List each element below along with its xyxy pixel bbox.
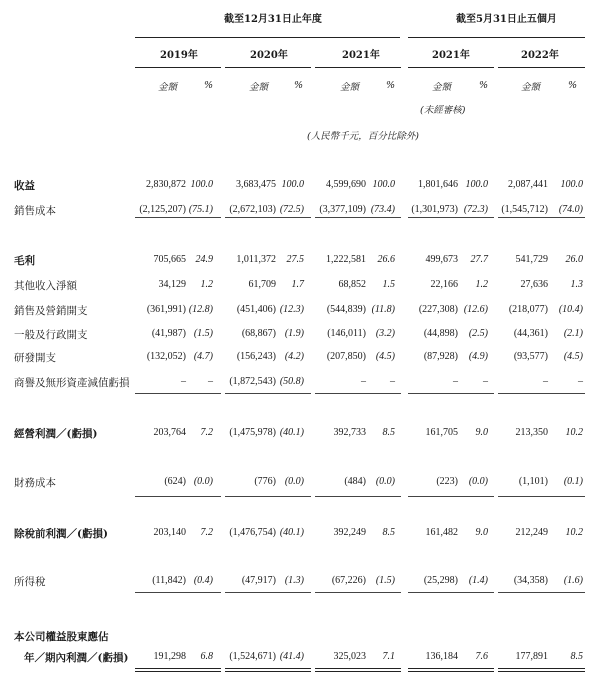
amount-cell-income-tax-0: (11,842) — [152, 575, 186, 586]
amount-cell-selling-expenses-1: (451,406) — [236, 304, 276, 315]
row-label-admin-expenses: 一般及行政開支 — [14, 329, 88, 341]
period-header-2020: 2020年 — [250, 50, 288, 61]
amount-cell-revenue-1: 3,683,475 — [236, 179, 276, 190]
amount-cell-gross-profit-1: 1,011,372 — [236, 254, 276, 265]
total-double-rule-4 — [498, 668, 585, 672]
subtotal-rule-impairment-loss-0 — [135, 393, 221, 394]
pct-cell-operating-profit-2: 8.5 — [382, 427, 395, 438]
pct-cell-profit-before-tax-3: 9.0 — [475, 527, 488, 538]
pct-cell-cost-of-sales-3: (72.3) — [463, 204, 488, 215]
amount-cell-gross-profit-2: 1,222,581 — [326, 254, 366, 265]
pct-cell-impairment-loss-0: – — [208, 376, 213, 387]
pct-cell-profit-attributable-2: 7.1 — [382, 651, 395, 662]
amount-cell-finance-costs-3: (223) — [436, 476, 458, 487]
pct-cell-cost-of-sales-4: (74.0) — [558, 204, 583, 215]
pct-cell-rd-expenses-1: (4.2) — [284, 351, 304, 362]
amount-cell-revenue-4: 2,087,441 — [508, 179, 548, 190]
period-rule-2021 — [315, 67, 401, 68]
amount-cell-operating-profit-1: (1,475,978) — [229, 427, 276, 438]
amount-cell-cost-of-sales-0: (2,125,207) — [139, 204, 186, 215]
amount-cell-income-tax-1: (47,917) — [241, 575, 276, 586]
pct-cell-other-income-4: 1.3 — [570, 279, 583, 290]
five-month-group-rule — [408, 37, 585, 38]
period-header-2021-five-months: 2021年 — [432, 50, 470, 61]
amount-cell-admin-expenses-1: (68,867) — [241, 328, 276, 339]
row-label-selling-expenses: 銷售及營銷開支 — [14, 305, 88, 317]
pct-cell-profit-before-tax-0: 7.2 — [200, 527, 213, 538]
amount-cell-operating-profit-3: 161,705 — [425, 427, 458, 438]
amount-cell-rd-expenses-0: (132,052) — [146, 351, 186, 362]
pct-cell-admin-expenses-2: (3.2) — [375, 328, 395, 339]
amount-cell-impairment-loss-4: – — [543, 376, 548, 387]
amount-cell-admin-expenses-3: (44,898) — [423, 328, 458, 339]
subtotal-rule-cost-of-sales-4 — [498, 217, 585, 218]
pct-cell-selling-expenses-4: (10.4) — [558, 304, 583, 315]
pct-cell-gross-profit-0: 24.9 — [195, 254, 213, 265]
row-label-operating-profit: 經營利潤／(虧損) — [14, 428, 98, 440]
amount-cell-finance-costs-0: (624) — [164, 476, 186, 487]
subtotal-rule-finance-costs-1 — [225, 496, 311, 497]
row-label-impairment-loss: 商譽及無形資產減值虧損 — [14, 377, 130, 389]
amount-cell-selling-expenses-3: (227,308) — [418, 304, 458, 315]
subtotal-rule-income-tax-4 — [498, 592, 585, 593]
amount-cell-selling-expenses-0: (361,991) — [146, 304, 186, 315]
pct-cell-profit-before-tax-1: (40.1) — [279, 527, 304, 538]
amount-cell-admin-expenses-2: (146,011) — [327, 328, 366, 339]
amount-cell-profit-attributable-1: (1,524,671) — [229, 651, 276, 662]
pct-cell-profit-attributable-4: 8.5 — [570, 651, 583, 662]
five-month-group-header: 截至5月31日止五個月 — [456, 14, 557, 25]
total-double-rule-1 — [225, 668, 311, 672]
amount-label-2022-five-months: 金額 — [521, 82, 541, 93]
period-rule-2022-five-months — [498, 67, 585, 68]
amount-cell-operating-profit-0: 203,764 — [153, 427, 186, 438]
pct-cell-finance-costs-0: (0.0) — [193, 476, 213, 487]
pct-cell-income-tax-2: (1.5) — [375, 575, 395, 586]
amount-cell-profit-attributable-2: 325,023 — [333, 651, 366, 662]
row-label-gross-profit: 毛利 — [14, 255, 35, 267]
subtotal-rule-income-tax-0 — [135, 592, 221, 593]
period-header-2019: 2019年 — [160, 50, 198, 61]
pct-cell-selling-expenses-2: (11.8) — [371, 304, 395, 315]
pct-cell-rd-expenses-3: (4.9) — [468, 351, 488, 362]
pct-cell-profit-before-tax-2: 8.5 — [382, 527, 395, 538]
amount-cell-rd-expenses-1: (156,243) — [236, 351, 276, 362]
pct-cell-finance-costs-4: (0.1) — [563, 476, 583, 487]
amount-cell-income-tax-3: (25,298) — [423, 575, 458, 586]
pct-cell-revenue-3: 100.0 — [465, 179, 488, 190]
subtotal-rule-impairment-loss-1 — [225, 393, 311, 394]
amount-cell-gross-profit-4: 541,729 — [515, 254, 548, 265]
pct-cell-impairment-loss-3: – — [483, 376, 488, 387]
row-label-other-income: 其他收入淨額 — [14, 280, 77, 292]
pct-cell-operating-profit-0: 7.2 — [200, 427, 213, 438]
subtotal-rule-income-tax-3 — [408, 592, 494, 593]
total-double-rule-2 — [315, 668, 401, 672]
pct-label-2020: % — [294, 80, 304, 91]
subtotal-rule-impairment-loss-2 — [315, 393, 401, 394]
pct-cell-other-income-1: 1.7 — [291, 279, 304, 290]
subtotal-rule-finance-costs-0 — [135, 496, 221, 497]
amount-cell-profit-before-tax-2: 392,249 — [333, 527, 366, 538]
pct-cell-selling-expenses-0: (12.8) — [188, 304, 213, 315]
pct-cell-finance-costs-3: (0.0) — [468, 476, 488, 487]
pct-cell-cost-of-sales-2: (73.4) — [370, 204, 395, 215]
amount-cell-revenue-3: 1,801,646 — [418, 179, 458, 190]
amount-cell-other-income-4: 27,636 — [520, 279, 548, 290]
year-group-header: 截至12月31日止年度 — [224, 14, 322, 25]
amount-cell-selling-expenses-4: (218,077) — [508, 304, 548, 315]
amount-cell-gross-profit-0: 705,665 — [153, 254, 186, 265]
amount-label-2021: 金額 — [340, 82, 360, 93]
amount-cell-income-tax-4: (34,358) — [513, 575, 548, 586]
pct-cell-profit-attributable-0: 6.8 — [200, 651, 213, 662]
total-double-rule-3 — [408, 668, 494, 672]
subtotal-rule-finance-costs-3 — [408, 496, 494, 497]
amount-cell-impairment-loss-1: (1,872,543) — [229, 376, 276, 387]
amount-cell-cost-of-sales-3: (1,301,973) — [411, 204, 458, 215]
period-header-2022-five-months: 2022年 — [521, 50, 559, 61]
subtotal-rule-cost-of-sales-3 — [408, 217, 494, 218]
amount-cell-profit-before-tax-4: 212,249 — [515, 527, 548, 538]
amount-cell-admin-expenses-4: (44,361) — [513, 328, 548, 339]
pct-cell-income-tax-4: (1.6) — [563, 575, 583, 586]
pct-cell-admin-expenses-1: (1.9) — [284, 328, 304, 339]
amount-cell-income-tax-2: (67,226) — [331, 575, 366, 586]
amount-cell-other-income-3: 22,166 — [430, 279, 458, 290]
pct-cell-other-income-0: 1.2 — [200, 279, 213, 290]
pct-cell-rd-expenses-2: (4.5) — [375, 351, 395, 362]
pct-cell-finance-costs-1: (0.0) — [284, 476, 304, 487]
amount-cell-profit-attributable-4: 177,891 — [515, 651, 548, 662]
pct-label-2021-five-months: % — [479, 80, 489, 91]
pct-cell-operating-profit-4: 10.2 — [565, 427, 583, 438]
pct-cell-revenue-0: 100.0 — [190, 179, 213, 190]
pct-cell-finance-costs-2: (0.0) — [375, 476, 395, 487]
pct-cell-other-income-2: 1.5 — [382, 279, 395, 290]
pct-cell-revenue-2: 100.0 — [372, 179, 395, 190]
subtotal-rule-finance-costs-4 — [498, 496, 585, 497]
amount-cell-rd-expenses-4: (93,577) — [513, 351, 548, 362]
pct-cell-impairment-loss-1: (50.8) — [279, 376, 304, 387]
subtotal-rule-finance-costs-2 — [315, 496, 401, 497]
period-rule-2019 — [135, 67, 221, 68]
unaudited-note: (未經審核) — [420, 105, 466, 116]
amount-cell-finance-costs-4: (1,101) — [518, 476, 548, 487]
pct-cell-revenue-4: 100.0 — [560, 179, 583, 190]
pct-cell-profit-attributable-3: 7.6 — [475, 651, 488, 662]
amount-cell-profit-before-tax-1: (1,476,754) — [229, 527, 276, 538]
amount-cell-finance-costs-1: (776) — [254, 476, 276, 487]
amount-cell-rd-expenses-3: (87,928) — [423, 351, 458, 362]
pct-cell-admin-expenses-4: (2.1) — [563, 328, 583, 339]
row-label-profit-before-tax: 除稅前利潤／(虧損) — [14, 528, 108, 540]
amount-cell-cost-of-sales-2: (3,377,109) — [319, 204, 366, 215]
amount-cell-impairment-loss-2: – — [361, 376, 366, 387]
subtotal-rule-cost-of-sales-2 — [315, 217, 401, 218]
pct-cell-cost-of-sales-1: (72.5) — [279, 204, 304, 215]
subtotal-rule-cost-of-sales-0 — [135, 217, 221, 218]
amount-cell-profit-attributable-3: 136,184 — [425, 651, 458, 662]
amount-label-2021-five-months: 金額 — [432, 82, 452, 93]
pct-cell-selling-expenses-1: (12.3) — [279, 304, 304, 315]
amount-cell-gross-profit-3: 499,673 — [425, 254, 458, 265]
amount-label-2019: 金額 — [158, 82, 178, 93]
row-label-finance-costs: 財務成本 — [14, 477, 56, 489]
pct-cell-admin-expenses-0: (1.5) — [193, 328, 213, 339]
amount-cell-admin-expenses-0: (41,987) — [151, 328, 186, 339]
pct-cell-income-tax-3: (1.4) — [468, 575, 488, 586]
subtotal-rule-income-tax-1 — [225, 592, 311, 593]
subtotal-rule-impairment-loss-3 — [408, 393, 494, 394]
amount-cell-revenue-0: 2,830,872 — [146, 179, 186, 190]
amount-cell-profit-before-tax-0: 203,140 — [153, 527, 186, 538]
subtotal-rule-cost-of-sales-1 — [225, 217, 311, 218]
pct-cell-operating-profit-3: 9.0 — [475, 427, 488, 438]
subtotal-rule-income-tax-2 — [315, 592, 401, 593]
subtotal-rule-impairment-loss-4 — [498, 393, 585, 394]
pct-label-2021: % — [386, 80, 396, 91]
row-label-income-tax: 所得稅 — [14, 576, 46, 588]
pct-cell-profit-before-tax-4: 10.2 — [565, 527, 583, 538]
amount-label-2020: 金額 — [249, 82, 269, 93]
amount-cell-profit-before-tax-3: 161,482 — [425, 527, 458, 538]
pct-cell-other-income-3: 1.2 — [475, 279, 488, 290]
amount-cell-impairment-loss-3: – — [453, 376, 458, 387]
pct-label-2022-five-months: % — [568, 80, 578, 91]
amount-cell-operating-profit-2: 392,733 — [333, 427, 366, 438]
pct-label-2019: % — [204, 80, 214, 91]
amount-cell-rd-expenses-2: (207,850) — [326, 351, 366, 362]
period-rule-2020 — [225, 67, 311, 68]
pct-cell-gross-profit-1: 27.5 — [286, 254, 304, 265]
total-double-rule-0 — [135, 668, 221, 672]
pct-cell-operating-profit-1: (40.1) — [279, 427, 304, 438]
pct-cell-impairment-loss-4: – — [578, 376, 583, 387]
pct-cell-profit-attributable-1: (41.4) — [279, 651, 304, 662]
amount-cell-impairment-loss-0: – — [181, 376, 186, 387]
row-label-cost-of-sales: 銷售成本 — [14, 205, 56, 217]
amount-cell-revenue-2: 4,599,690 — [326, 179, 366, 190]
row-label-revenue: 收益 — [14, 180, 35, 192]
unit-note: (人民幣千元，百分比除外) — [307, 131, 419, 142]
pct-cell-revenue-1: 100.0 — [281, 179, 304, 190]
pct-cell-gross-profit-4: 26.0 — [565, 254, 583, 265]
amount-cell-cost-of-sales-4: (1,545,712) — [501, 204, 548, 215]
pct-cell-selling-expenses-3: (12.6) — [463, 304, 488, 315]
pct-cell-impairment-loss-2: – — [390, 376, 395, 387]
amount-cell-selling-expenses-2: (544,839) — [326, 304, 366, 315]
amount-cell-other-income-1: 61,709 — [248, 279, 276, 290]
pct-cell-admin-expenses-3: (2.5) — [468, 328, 488, 339]
amount-cell-finance-costs-2: (484) — [344, 476, 366, 487]
period-rule-2021-five-months — [408, 67, 494, 68]
pct-cell-cost-of-sales-0: (75.1) — [188, 204, 213, 215]
amount-cell-cost-of-sales-1: (2,672,103) — [229, 204, 276, 215]
amount-cell-other-income-2: 68,852 — [338, 279, 366, 290]
pct-cell-income-tax-1: (1.3) — [284, 575, 304, 586]
pct-cell-income-tax-0: (0.4) — [193, 575, 213, 586]
amount-cell-profit-attributable-0: 191,298 — [153, 651, 186, 662]
row-label-profit-attributable: 年／期內利潤／(虧損) — [24, 652, 129, 664]
pct-cell-rd-expenses-0: (4.7) — [193, 351, 213, 362]
pct-cell-gross-profit-3: 27.7 — [470, 254, 488, 265]
pct-cell-gross-profit-2: 26.6 — [377, 254, 395, 265]
amount-cell-other-income-0: 34,129 — [158, 279, 186, 290]
year-group-rule — [135, 37, 400, 38]
period-header-2021: 2021年 — [342, 50, 380, 61]
amount-cell-operating-profit-4: 213,350 — [515, 427, 548, 438]
row-label-rd-expenses: 研發開支 — [14, 352, 56, 364]
pct-cell-rd-expenses-4: (4.5) — [563, 351, 583, 362]
row-label-line1-profit-attributable: 本公司權益股東應佔 — [14, 631, 109, 643]
